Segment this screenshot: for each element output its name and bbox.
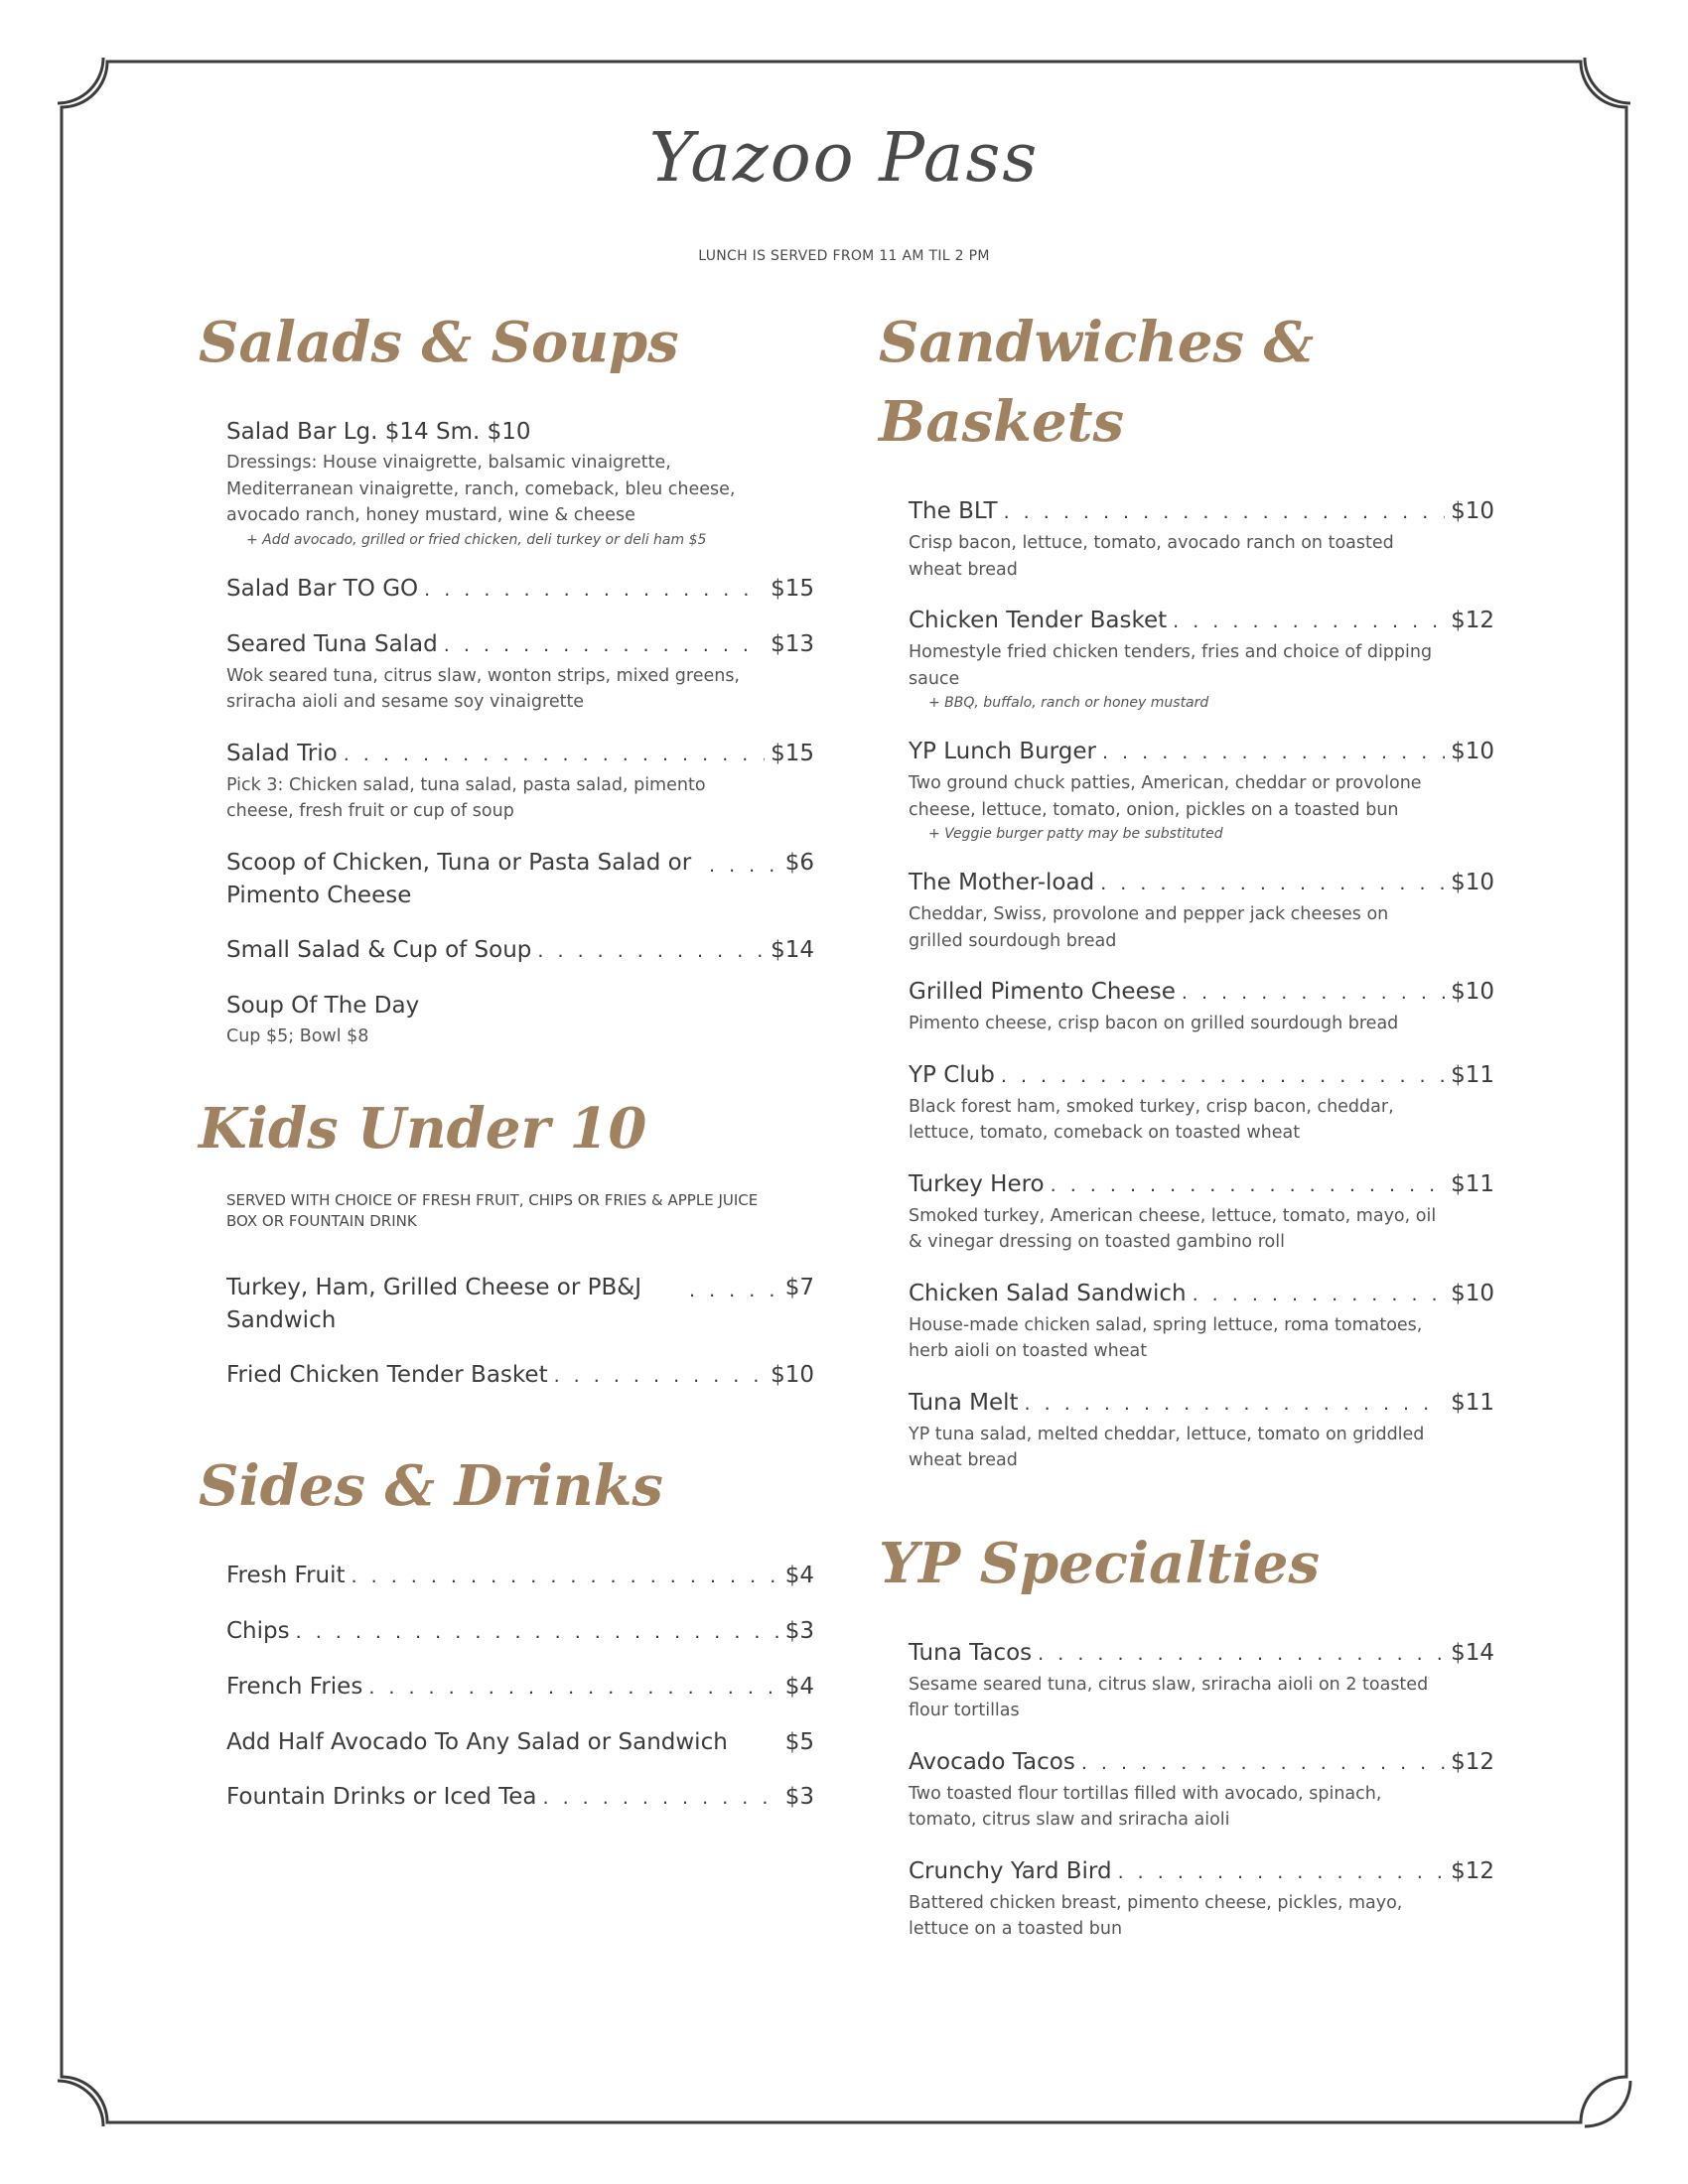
item-name: The Mother-load	[909, 870, 1095, 895]
dot-leader	[1081, 1747, 1445, 1780]
item-price: $15	[771, 575, 814, 602]
item-description: Pimento cheese, crisp bacon on grilled sourdough bread	[909, 1014, 1399, 1033]
dot-leader	[1193, 1279, 1446, 1311]
dot-leader	[1001, 1060, 1445, 1093]
item-price: $10	[1451, 979, 1494, 1005]
item-price: $10	[1451, 870, 1494, 895]
section-title-yp-specialties: YP Specialties	[879, 1530, 1321, 1596]
menu-item	[226, 1671, 814, 1705]
item-name: Fountain Drinks or Iced Tea	[226, 1784, 537, 1810]
item-name: Salad Bar TO GO	[226, 575, 419, 602]
item-addon-note: + Veggie burger patty may be substituted	[928, 826, 1223, 842]
item-description: Dressings: House vinaigrette, balsamic vinaigrette, Mediterranean vinaigrette, ranch, comeback, bleu cheese, avocado ranch, honey mustard, wine & cheese	[226, 453, 736, 525]
lunch-hours-tagline: LUNCH IS SERVED FROM 11 AM TIL 2 PM	[698, 248, 990, 264]
dot-leader	[554, 1360, 766, 1393]
item-name: Add Half Avocado To Any Salad or Sandwich	[226, 1729, 728, 1755]
menu-item	[909, 1855, 1494, 1943]
menu-item	[909, 976, 1494, 1037]
item-price: $14	[1451, 1639, 1494, 1666]
item-price: $10	[1451, 498, 1494, 524]
dot-leader	[1102, 737, 1445, 769]
item-name: Avocado Tacos	[909, 1748, 1075, 1775]
item-price: $12	[1451, 608, 1494, 633]
item-price: $11	[1451, 1389, 1494, 1416]
dot-leader	[1100, 868, 1445, 900]
dot-leader	[444, 629, 765, 662]
dot-leader	[1051, 1169, 1445, 1202]
dot-leader	[1025, 1388, 1446, 1421]
item-price: $11	[1451, 1170, 1494, 1197]
item-description: YP tuna salad, melted cheddar, lettuce, tomato on griddled wheat bread	[909, 1424, 1425, 1470]
item-price: $13	[771, 630, 814, 657]
item-name: Chicken Tender Basket	[909, 608, 1168, 633]
kids-list	[226, 1190, 814, 1393]
item-description: Homestyle fried chicken tenders, fries and choice of dipping sauce	[909, 642, 1433, 689]
menu-item	[909, 1387, 1494, 1474]
menu-item	[909, 1278, 1494, 1365]
item-price: $3	[784, 1618, 814, 1644]
item-name: Tuna Tacos	[909, 1639, 1033, 1666]
dot-leader	[1173, 606, 1445, 638]
item-price: $4	[784, 1563, 814, 1588]
item-price: $10	[771, 1362, 814, 1388]
item-price: $10	[1451, 1280, 1494, 1306]
item-addon-note: + Add avocado, grilled or fried chicken, deli turkey or deli ham $5	[246, 531, 707, 548]
sandwiches-baskets-list	[909, 495, 1494, 1474]
item-name: YP Lunch Burger	[909, 739, 1096, 764]
dot-leader	[709, 850, 779, 883]
dot-leader	[1038, 1638, 1445, 1671]
menu-item	[226, 990, 814, 1050]
kids-served-with-note: SERVED WITH CHOICE OF FRESH FRUIT, CHIPS OR FRIES & APPLE JUICE BOX OR FOUNTAIN DRINK	[226, 1191, 759, 1230]
right-column	[879, 303, 1494, 1965]
item-price: $3	[784, 1784, 814, 1810]
menu-item	[909, 1746, 1494, 1834]
section-title-sandwiches-baskets: Sandwiches & Baskets	[879, 310, 1315, 455]
section-title-sides-drinks: Sides & Drinks	[199, 1453, 663, 1519]
dot-leader	[1118, 1856, 1446, 1889]
menu-item	[226, 416, 814, 551]
section-title-salads-soups: Salads & Soups	[199, 310, 679, 375]
menu-item	[909, 1637, 1494, 1724]
menu-item	[226, 847, 814, 912]
item-description: House-made chicken salad, spring lettuce, roma tomatoes, herb aioli on toasted wheat	[909, 1314, 1423, 1361]
menu-item	[909, 495, 1494, 583]
item-price: $12	[1451, 1857, 1494, 1884]
item-name: Small Salad & Cup of Soup	[226, 936, 532, 963]
item-name: The BLT	[909, 498, 998, 524]
item-description: Crisp bacon, lettuce, tomato, avocado ranch on toasted wheat bread	[909, 533, 1394, 580]
item-name: Turkey, Ham, Grilled Cheese or PB&J Sandwich	[226, 1275, 641, 1333]
item-name: Grilled Pimento Cheese	[909, 979, 1176, 1005]
dot-leader	[1004, 496, 1446, 529]
item-description: Sesame seared tuna, citrus slaw, sriracha aioli on 2 toasted flour tortillas	[909, 1674, 1429, 1720]
dot-leader	[424, 574, 765, 607]
dot-leader	[1182, 977, 1445, 1010]
item-name: Fried Chicken Tender Basket	[226, 1362, 548, 1388]
item-description: Two ground chuck patties, American, cheddar or provolone cheese, lettuce, tomato, onion, pickles on a toasted bun	[909, 773, 1422, 820]
item-description: Pick 3: Chicken salad, tuna salad, pasta salad, pimento cheese, fresh fruit or cup of soup	[226, 774, 706, 821]
left-column	[199, 303, 814, 1837]
item-price: $14	[771, 936, 814, 963]
yp-specialties-list	[909, 1637, 1494, 1943]
dot-leader	[352, 1561, 779, 1593]
item-name: Salad Trio	[226, 740, 338, 766]
menu-item	[226, 573, 814, 607]
dot-leader	[368, 1672, 778, 1705]
item-price: $11	[1451, 1061, 1494, 1088]
item-name: YP Club	[909, 1061, 995, 1088]
item-price: $6	[784, 849, 814, 876]
dot-leader	[344, 739, 765, 771]
restaurant-logo-title: Yazoo Pass	[648, 119, 1040, 198]
item-name: Seared Tuna Salad	[226, 630, 438, 657]
item-name: Tuna Melt	[909, 1389, 1019, 1416]
menu-item	[226, 738, 814, 825]
menu-item	[226, 1272, 814, 1337]
item-price: $4	[784, 1674, 814, 1700]
sides-drinks-list	[226, 1560, 814, 1815]
menu-item	[226, 1560, 814, 1593]
item-name: Chips	[226, 1618, 290, 1644]
menu-item	[909, 736, 1494, 845]
item-description: Cup $5; Bowl $8	[226, 1025, 369, 1046]
menu-item	[226, 934, 814, 968]
menu-item	[909, 1168, 1494, 1256]
dot-leader	[543, 1782, 779, 1815]
item-name: Turkey Hero	[909, 1170, 1045, 1197]
item-addon-note: + BBQ, buffalo, ranch or honey mustard	[928, 695, 1209, 711]
item-price: $12	[1451, 1748, 1494, 1775]
item-name: Chicken Salad Sandwich	[909, 1280, 1187, 1306]
menu-item	[226, 628, 814, 716]
menu-item	[909, 605, 1494, 714]
item-name: Soup Of The Day	[226, 992, 420, 1019]
menu-item	[226, 1726, 814, 1759]
item-price: $15	[771, 740, 814, 766]
menu-item	[909, 1059, 1494, 1147]
item-description: Wok seared tuna, citrus slaw, wonton strips, mixed greens, sriracha aioli and sesame soy vinaigrette	[226, 665, 740, 712]
item-description: Two toasted flour tortillas filled with avocado, spinach, tomato, citrus slaw and sriracha aioli	[909, 1783, 1382, 1830]
menu-item	[226, 1615, 814, 1649]
salads-soups-list	[226, 416, 814, 1049]
item-name: Salad Bar Lg. $14 Sm. $10	[226, 419, 531, 445]
menu-item	[226, 1781, 814, 1815]
item-price: $7	[784, 1275, 814, 1300]
item-description: Cheddar, Swiss, provolone and pepper jack cheeses on grilled sourdough bread	[909, 904, 1389, 951]
item-name: Crunchy Yard Bird	[909, 1857, 1112, 1884]
section-title-kids: Kids Under 10	[199, 1096, 647, 1161]
item-name: Fresh Fruit	[226, 1563, 346, 1588]
item-price: $10	[1451, 739, 1494, 764]
dot-leader	[537, 935, 765, 968]
item-description: Smoked turkey, American cheese, lettuce, tomato, mayo, oil & vinegar dressing on toasted gambino roll	[909, 1205, 1437, 1252]
item-description: Black forest ham, smoked turkey, crisp bacon, cheddar, lettuce, tomato, comeback on toasted wheat	[909, 1096, 1394, 1143]
item-name: French Fries	[226, 1674, 363, 1700]
item-description: Battered chicken breast, pimento cheese, pickles, mayo, lettuce on a toasted bun	[909, 1892, 1403, 1939]
menu-item	[226, 1359, 814, 1393]
item-name: Scoop of Chicken, Tuna or Pasta Salad or Pimento Cheese	[226, 849, 692, 908]
dot-leader	[296, 1616, 779, 1649]
item-price: $5	[784, 1729, 814, 1755]
dot-leader	[689, 1275, 779, 1307]
menu-item	[909, 867, 1494, 954]
